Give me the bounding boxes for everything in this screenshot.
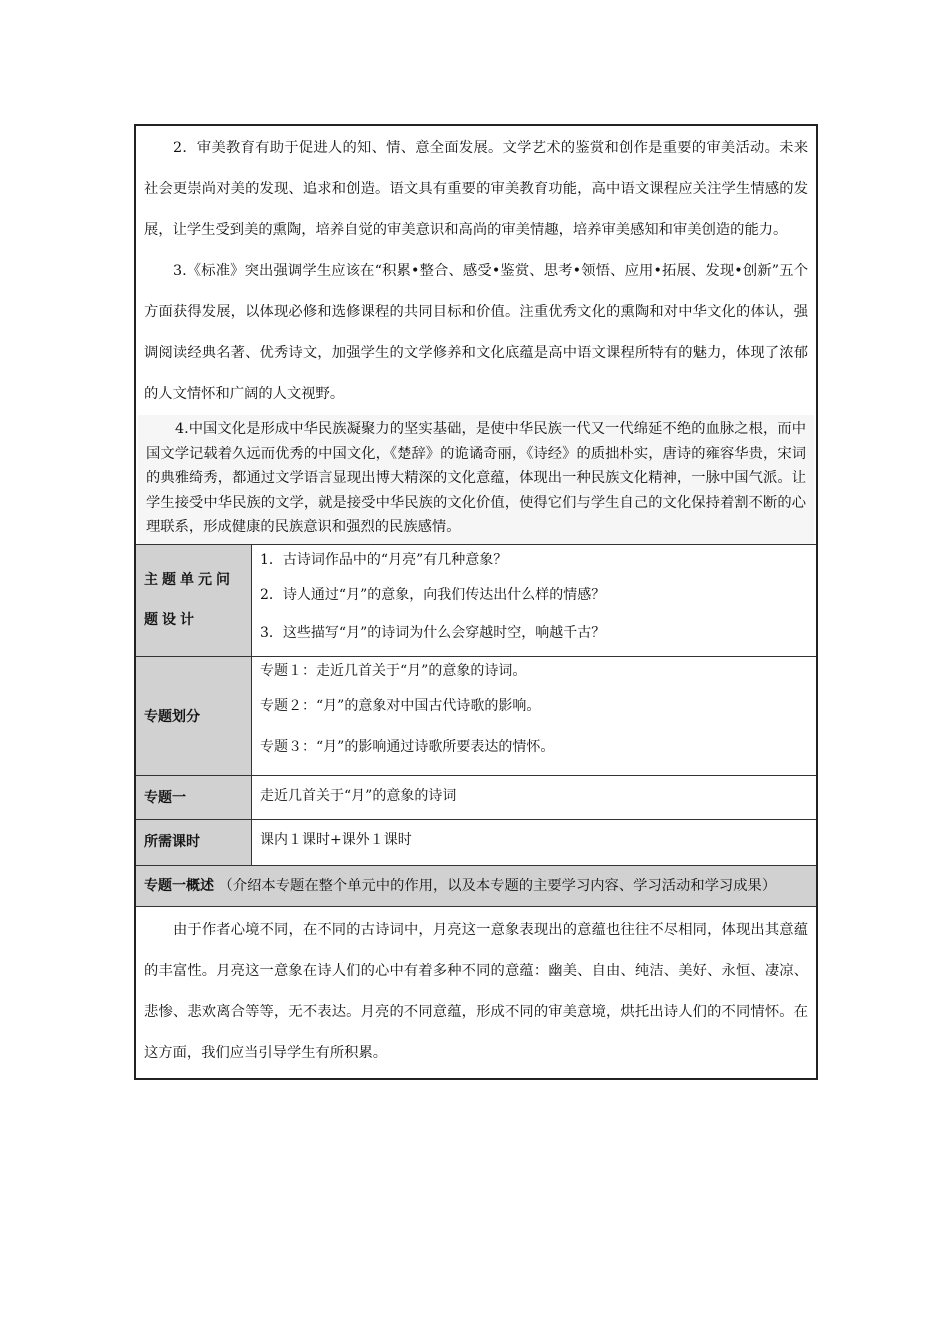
- topic-one-label-text: 专题一: [144, 789, 186, 806]
- hours-label: [136, 820, 252, 865]
- overview-header-row: [136, 865, 816, 906]
- questions-row: [136, 544, 816, 656]
- topic-one-label: [136, 776, 252, 819]
- questions-label-line-1: 主题单元问: [144, 572, 234, 588]
- questions-label-line-2: 题设计: [144, 612, 198, 628]
- standards-paragraph-2: 2．审美教育有助于促进人的知、情、意全面发展。文学艺术的鉴赏和创作是重要的审美活动。未来社会更崇尚对美的发现、追求和创造。语文具有重要的审美教育功能，高中语文课程应关注学生情感的发展，让学生受到美的熏陶，培养自觉的审美意识和高尚的审美情趣，培养审美感知和审美创造的能力。: [144, 140, 808, 238]
- questions-label: [136, 545, 252, 656]
- overview-title: 专题一概述: [144, 877, 214, 894]
- topic-item: 专题２：“月”的意象对中国古代诗歌的影响。: [260, 697, 541, 714]
- standards-paragraph-3: 3.《标准》突出强调学生应该在“积累•整合、感受•鉴赏、思考•领悟、应用•拓展、发现•创新”五个方面获得发展，以体现必修和选修课程的共同目标和价值。注重优秀文化的熏陶和对中华文化的体认，强调阅读经典名著、优秀诗文，加强学生的文学修养和文化底蕴是高中语文课程所特有的魅力，体现了浓郁的人文情怀和广阔的人文视野。: [144, 263, 808, 402]
- topics-label: [136, 657, 252, 775]
- hours-value: 课内１课时+课外１课时: [260, 831, 412, 848]
- overview-body-row: [136, 906, 816, 1078]
- topics-row: [136, 656, 816, 775]
- standards-paragraph-4-block: [138, 415, 814, 544]
- question-item: 3．这些描写“月”的诗词为什么会穿越时空，响越千古？: [260, 624, 606, 641]
- topic-one-row: [136, 775, 816, 819]
- topic-one-content: [252, 776, 816, 819]
- topics-label-text: 专题划分: [144, 708, 200, 725]
- overview-header: [136, 866, 816, 906]
- topics-content: [252, 657, 816, 775]
- topic-item: 专题３：“月”的影响通过诗歌所要表达的情怀。: [260, 738, 555, 755]
- standards-row: [136, 126, 816, 544]
- hours-label-text: 所需课时: [144, 833, 200, 850]
- topic-item: 专题１：走近几首关于“月”的意象的诗词。: [260, 662, 527, 679]
- lesson-plan-table: [134, 124, 818, 1080]
- hours-row: [136, 819, 816, 865]
- questions-content: [252, 545, 816, 656]
- overview-note: （介绍本专题在整个单元中的作用，以及本专题的主要学习内容、学习活动和学习成果）: [218, 877, 777, 894]
- overview-body: 由于作者心境不同，在不同的古诗词中，月亮这一意象表现出的意蕴也往往不尽相同，体现出其意蕴的丰富性。月亮这一意象在诗人们的心中有着多种不同的意蕴：幽美、自由、纯洁、美好、永恒、凄凉、悲惨、悲欢离合等等，无不表达。月亮的不同意蕴，形成不同的审美意境，烘托出诗人们的不同情怀。在这方面，我们应当引导学生有所积累。: [144, 921, 808, 1061]
- hours-content: [252, 820, 816, 865]
- topic-one-value: 走近几首关于“月”的意象的诗词: [260, 787, 457, 804]
- question-item: 1．古诗词作品中的“月亮”有几种意象？: [260, 551, 508, 568]
- standards-paragraph-4: 4.中国文化是形成中华民族凝聚力的坚实基础，是使中华民族一代又一代绵延不绝的血脉之根，而中国文学记载着久远而优秀的中国文化，《楚辞》的诡谲奇丽，《诗经》的质拙朴实，唐诗的雍容华贵，宋词的典雅绮秀，都通过文学语言显现出博大精深的文化意蕴，体现出一种民族文化精神，一脉中国气派。让学生接受中华民族的文学，就是接受中华民族的文化价值，使得它们与学生自己的文化保持着割不断的心理联系，形成健康的民族意识和强烈的民族感情。: [146, 421, 806, 535]
- question-item: 2．诗人通过“月”的意象，向我们传达出什么样的情感？: [260, 586, 606, 603]
